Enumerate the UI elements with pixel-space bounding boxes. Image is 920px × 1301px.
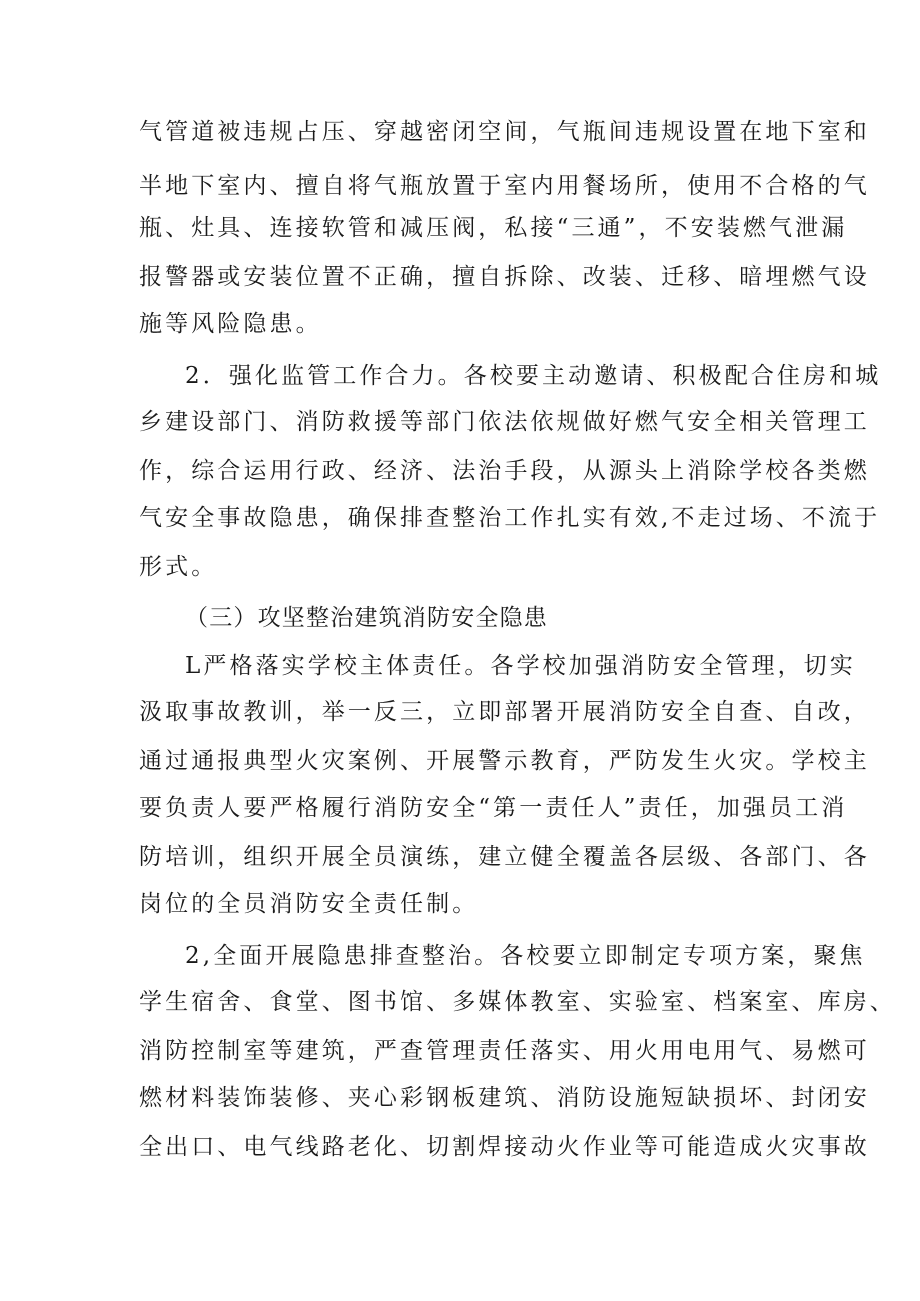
paragraph-2-line-5: 形式。 xyxy=(139,554,218,580)
paragraph-3-line-1: L严格落实学校主体责任。各学校加强消防安全管理，切实 xyxy=(185,653,856,679)
paragraph-3-line-4: 要负责人要严格履行消防安全“第一责任人”责任，加强员工消 xyxy=(139,795,848,821)
paragraph-2-line-4: 气安全事故隐患，确保排查整治工作扎实有效,不走过场、不流于 xyxy=(139,505,881,531)
paragraph-4-line-4: 燃材料装饰装修、夹心彩钢板建筑、消防设施短缺损坏、封闭安 xyxy=(139,1085,870,1111)
paragraph-4-line-2: 学生宿舍、食堂、图书馆、多媒体教室、实验室、档案室、库房、 xyxy=(139,989,896,1015)
paragraph-4-line-3: 消防控制室等建筑，严查管理责任落实、用火用电用气、易燃可 xyxy=(139,1038,870,1064)
paragraph-4-line-5: 全出口、电气线路老化、切割焊接动火作业等可能造成火灾事故 xyxy=(139,1134,870,1160)
paragraph-4-line-1: 2,全面开展隐患排查整治。各校要立即制定专项方案，聚焦 xyxy=(185,943,866,969)
paragraph-3-line-3: 通过通报典型火灾案例、开展警示教育，严防发生火灾。学校主 xyxy=(139,748,870,774)
paragraph-1-line-5: 施等风险隐患。 xyxy=(139,311,322,337)
paragraph-3-line-6: 岗位的全员消防安全责任制。 xyxy=(139,891,479,917)
paragraph-1-line-2: 半地下室内、擅自将气瓶放置于室内用餐场所，使用不合格的气 xyxy=(139,173,870,199)
paragraph-2-line-1: 2．强化监管工作合力。各校要主动邀请、积极配合住房和城 xyxy=(185,363,882,389)
paragraph-3-line-5: 防培训，组织开展全员演练，建立健全覆盖各层级、各部门、各 xyxy=(139,844,870,870)
paragraph-1-line-1: 气管道被违规占压、穿越密闭空间，气瓶间违规设置在地下室和 xyxy=(139,119,870,145)
paragraph-1-line-4: 报警器或安装位置不正确，擅自拆除、改装、迁移、暗埋燃气设 xyxy=(139,264,870,290)
paragraph-1-line-3: 瓶、灶具、连接软管和减压阀，私接“三通”，不安装燃气泄漏 xyxy=(139,215,848,241)
section-heading: （三）攻坚整治建筑消防安全隐患 xyxy=(185,605,548,631)
paragraph-2-line-3: 作，综合运用行政、经济、法治手段，从源头上消除学校各类燃 xyxy=(139,458,870,484)
paragraph-2-line-2: 乡建设部门、消防救援等部门依法依规做好燃气安全相关管理工 xyxy=(139,409,870,435)
paragraph-3-line-2: 汲取事故教训，举一反三，立即部署开展消防安全自查、自改， xyxy=(139,699,870,725)
